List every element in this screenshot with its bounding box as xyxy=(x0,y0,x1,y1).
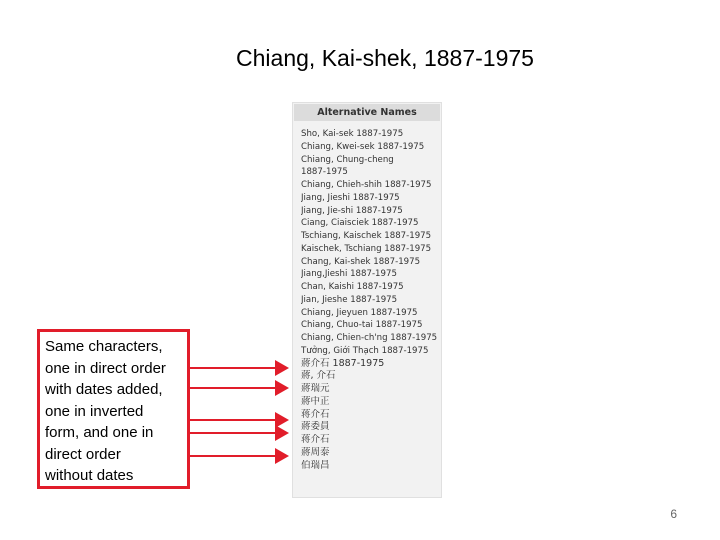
alternative-name-item: Chiang, Kwei-sek 1887-1975 xyxy=(301,141,425,152)
page-number: 6 xyxy=(670,507,677,521)
alternative-name-item: 蔣瑞元 xyxy=(301,383,330,394)
alternative-name-item: 蒋介石 xyxy=(301,408,330,420)
alternative-name-item: Chiang, Chung-cheng xyxy=(301,154,394,165)
alternative-name-item: Tưởng, Giới Thạch 1887-1975 xyxy=(301,345,429,356)
alternative-name-item: Jiang, Jieshi 1887-1975 xyxy=(301,192,400,203)
alternative-name-item: Tschiang, Kaischek 1887-1975 xyxy=(301,231,432,241)
alternative-names-header: Alternative Names xyxy=(294,104,440,121)
alternative-name-item: 蔣, 介石 xyxy=(301,370,336,382)
alternative-name-item: Chan, Kaishi 1887-1975 xyxy=(301,282,404,292)
annotation-line: Same characters, xyxy=(45,338,163,355)
alternative-name-item: 蒋介石 xyxy=(301,434,330,445)
alternative-name-item: Sho, Kai-sek 1887-1975 xyxy=(301,129,404,139)
annotation-line: one in inverted xyxy=(45,402,144,420)
alternative-name-item: Chiang, Chien-ch'ng 1887-1975 xyxy=(301,333,437,343)
alternative-name-item: 1887-1975 xyxy=(301,167,348,178)
annotation-line: direct order xyxy=(45,445,121,463)
alternative-name-item: 蔣周泰 xyxy=(301,446,330,458)
alternative-name-item: 蔣介石 1887-1975 xyxy=(301,357,385,369)
slide-title: Chiang, Kai-shek, 1887-1975 xyxy=(236,45,534,71)
alternative-name-item: Jiang, Jie-shi 1887-1975 xyxy=(301,205,403,216)
alternative-name-item: Chang, Kai-shek 1887-1975 xyxy=(301,256,421,267)
alternative-name-item: Ciang, Ciaisciek 1887-1975 xyxy=(301,218,419,229)
alternative-name-item: Chiang, Jieyuen 1887-1975 xyxy=(301,307,418,318)
alternative-name-item: 伯瑞昌 xyxy=(301,459,330,471)
annotation-line: without dates xyxy=(45,467,134,484)
annotation-line: one in direct order xyxy=(45,359,166,377)
alternative-name-item: 蔣委員 xyxy=(301,421,330,433)
alternative-name-item: 蔣中正 xyxy=(301,395,330,407)
alternative-name-item: Kaischek, Tschiang 1887-1975 xyxy=(301,243,432,254)
alternative-name-item: Jian, Jieshe 1887-1975 xyxy=(301,294,398,305)
annotation-line: with dates added, xyxy=(45,381,163,398)
annotation-line: form, and one in xyxy=(45,424,154,441)
alternative-name-item: Chiang, Chieh-shih 1887-1975 xyxy=(301,180,432,190)
alternative-name-item: Chiang, Chuo-tai 1887-1975 xyxy=(301,320,423,331)
alternative-name-item: Jiang,Jieshi 1887-1975 xyxy=(301,269,397,280)
